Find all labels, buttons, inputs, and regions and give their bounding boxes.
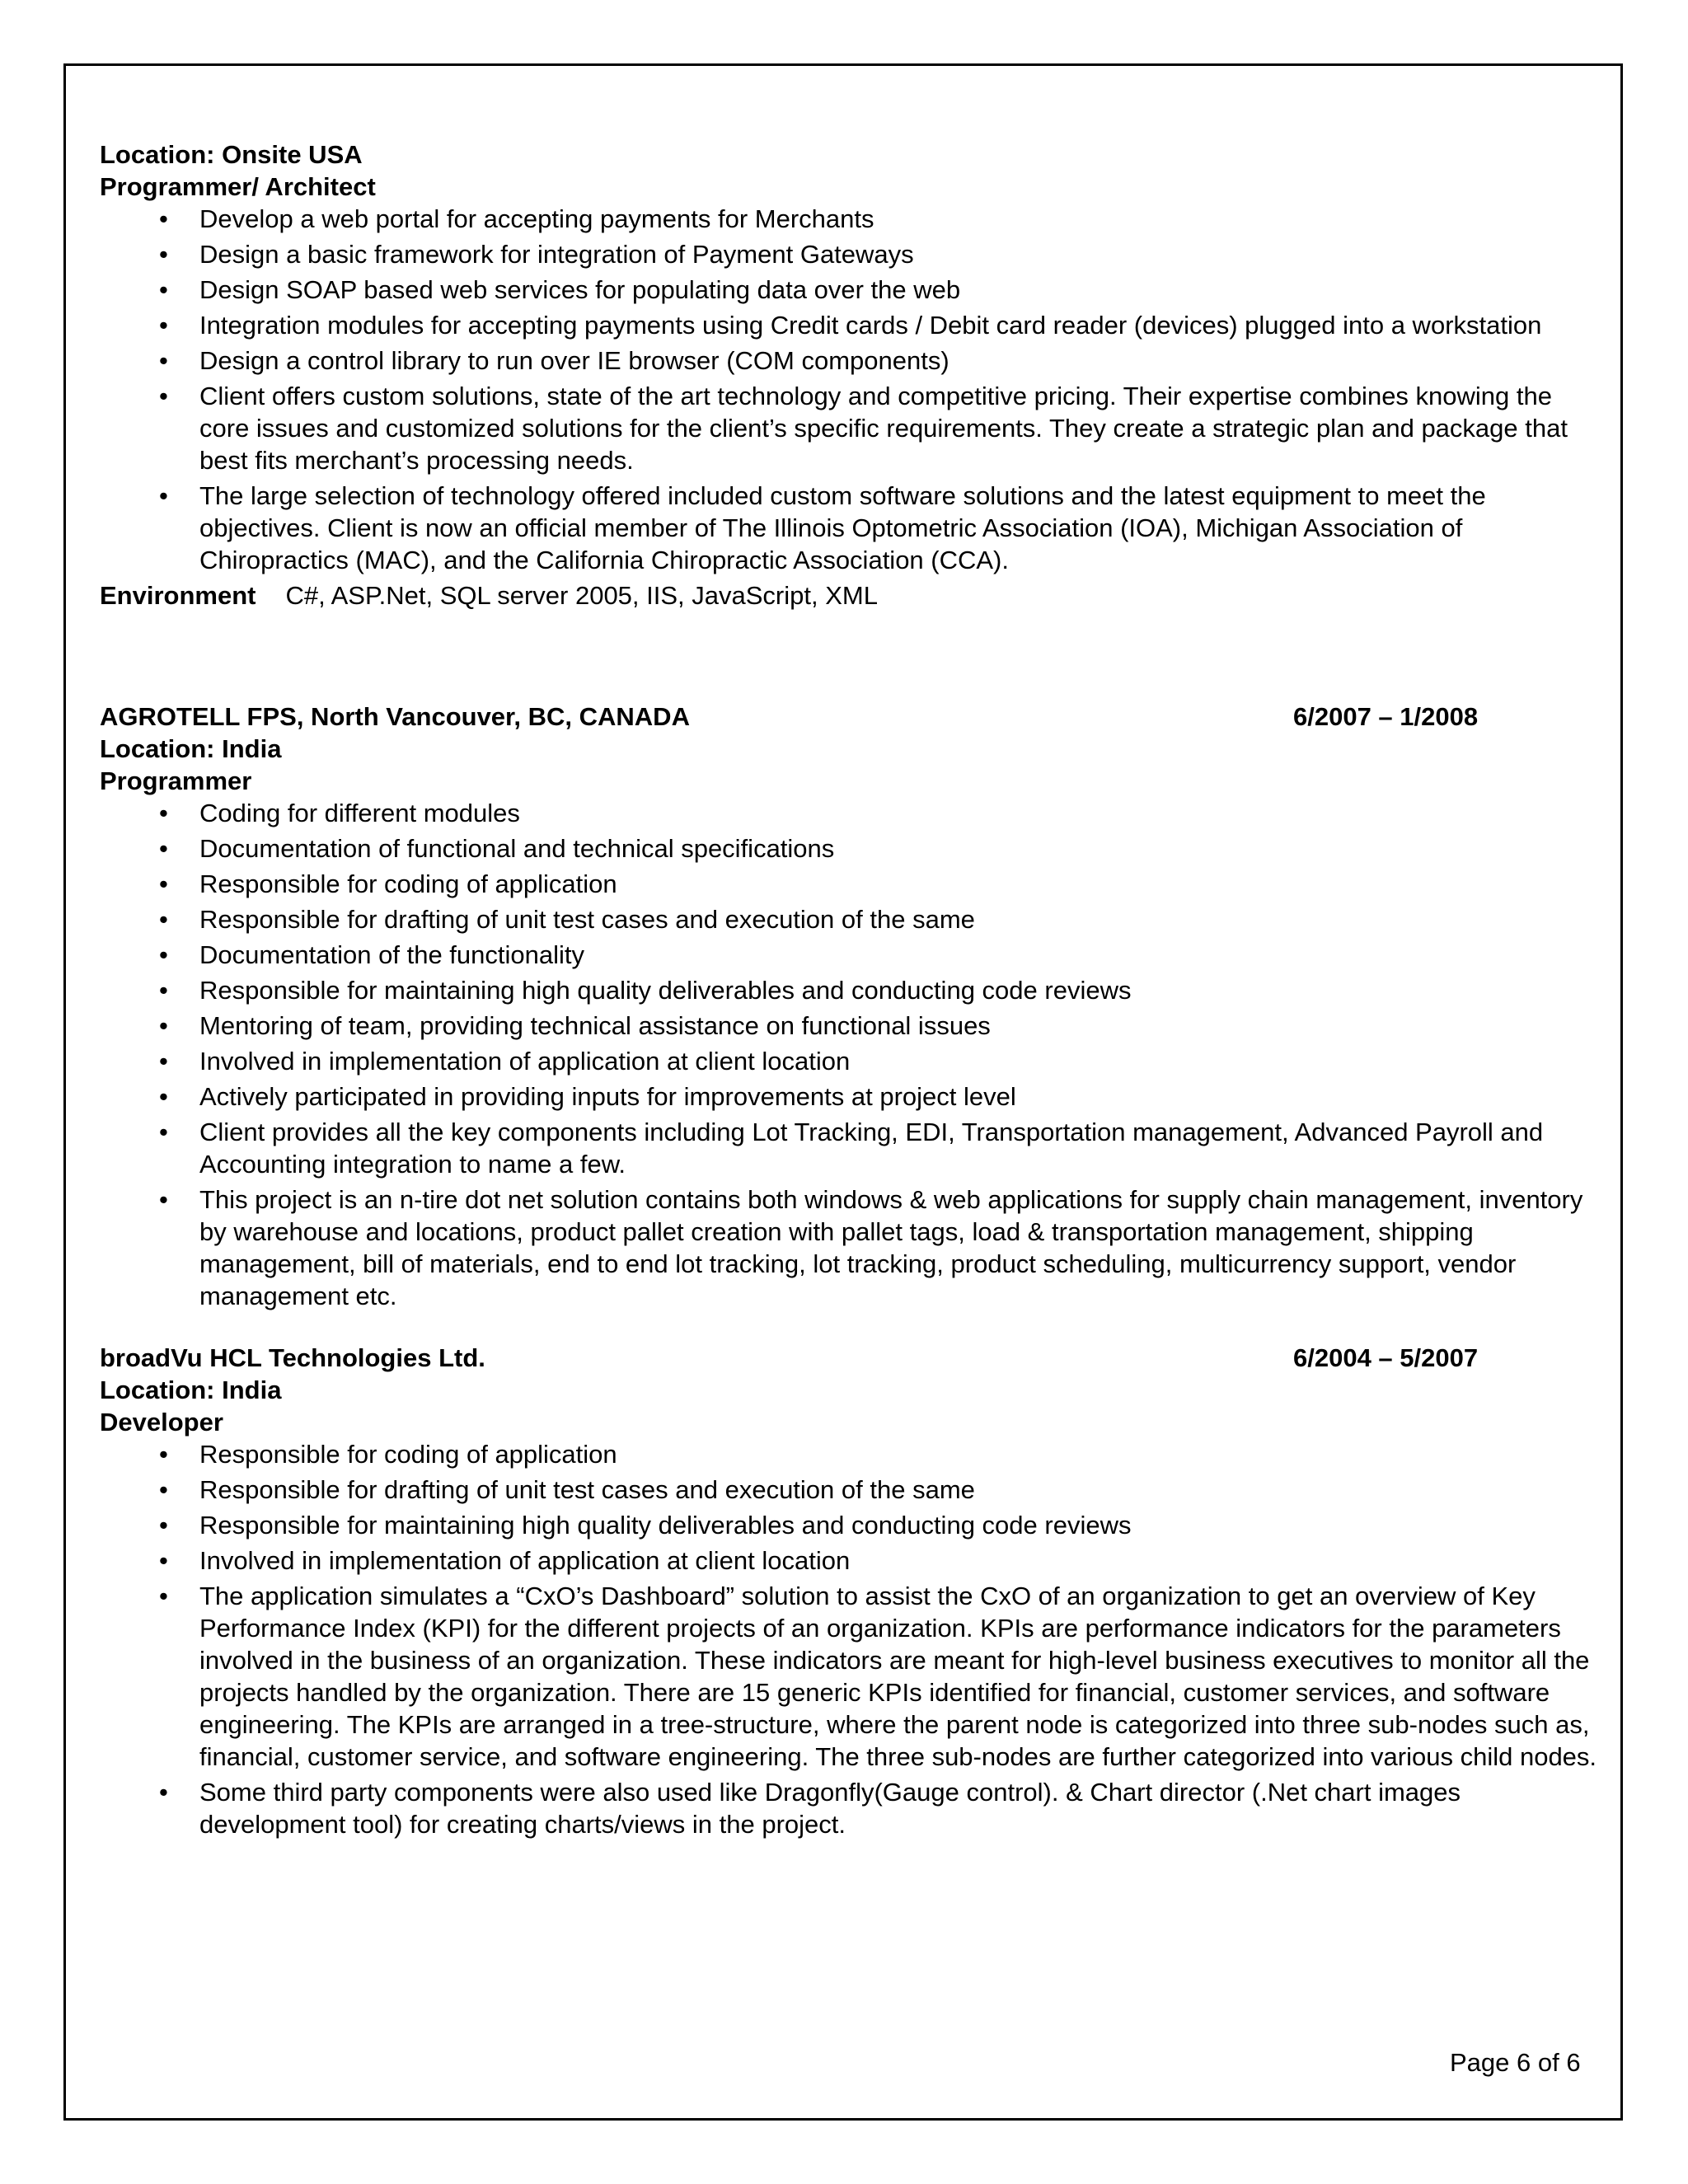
job-role: Developer xyxy=(100,1408,223,1436)
bullet-icon: • xyxy=(159,311,168,340)
resume-page-content xyxy=(100,138,1600,1844)
bullet-icon: • xyxy=(159,240,168,269)
bullet-icon: • xyxy=(159,346,168,375)
bullet-icon: • xyxy=(159,1778,168,1807)
list-item: • Design a control library to run over IE browser (COM components) xyxy=(159,346,950,375)
bullet-icon: • xyxy=(159,382,168,410)
company-name: broadVu HCL Technologies Ltd. xyxy=(100,1343,485,1372)
list-item: • Develop a web portal for accepting payments for Merchants xyxy=(159,204,874,233)
job-location: Location: India xyxy=(100,1376,282,1404)
job-dates: 6/2004 – 5/2007 xyxy=(1293,1343,1479,1372)
list-item: • Mentoring of team, providing technical assistance on functional issues xyxy=(159,1011,991,1040)
bullet-icon: • xyxy=(159,940,168,969)
list-item: • This project is an n-tire dot net solution contains both windows & web applications for supply chain management, inventory by warehouse and locations, product pallet creation with pallet tags, load & transportation management, shipping management, bill of materials, end to end lot tracking, lot tracking, product scheduling, multicurrency support, vendor management etc. xyxy=(159,1185,1583,1310)
section-spacer xyxy=(100,1315,1600,1342)
list-item: • Documentation of functional and technical specifications xyxy=(159,834,835,863)
job-header-row xyxy=(100,1342,1600,1374)
bullet-icon: • xyxy=(159,1546,168,1575)
job-role: Programmer/ Architect xyxy=(100,172,376,201)
job-location: Location: India xyxy=(100,734,282,763)
section-spacer xyxy=(100,612,1600,701)
job-section-broadvu xyxy=(100,1342,1600,1840)
list-item: • Documentation of the functionality xyxy=(159,940,584,969)
job-section-onsite-usa xyxy=(100,138,1600,612)
list-item: • The large selection of technology offered included custom software solutions and the latest equipment to meet the objectives. Client is now an official member of The Illinois Optometric Association (IOA), Michigan Association of Chiropractics (MAC), and the California Chiropractic Association (CCA). xyxy=(159,481,1486,574)
list-item: • Coding for different modules xyxy=(159,799,520,827)
list-item: • Client offers custom solutions, state of the art technology and competitive pricing. Their expertise combines knowing the core issues and customized solutions for the client’s specific requirements. They create a strategic plan and package that best fits merchant’s processing needs. xyxy=(159,382,1568,475)
job-section-agrotell xyxy=(100,701,1600,1312)
list-item: • Responsible for maintaining high quality deliverables and conducting code reviews xyxy=(159,1511,1132,1540)
list-item: • Involved in implementation of application at client location xyxy=(159,1546,851,1575)
bullet-icon: • xyxy=(159,869,168,898)
job-responsibilities-list xyxy=(100,797,1600,1312)
bullet-icon: • xyxy=(159,1082,168,1111)
bullet-icon: • xyxy=(159,905,168,934)
list-item: • Design a basic framework for integration of Payment Gateways xyxy=(159,240,914,269)
list-item: • Client provides all the key components including Lot Tracking, EDI, Transportation management, Advanced Payroll and Accounting integration to name a few. xyxy=(159,1118,1544,1179)
bullet-icon: • xyxy=(159,1511,168,1540)
environment-row xyxy=(100,579,1600,612)
bullet-icon: • xyxy=(159,1440,168,1469)
environment-value: C#, ASP.Net, SQL server 2005, IIS, JavaScript, XML xyxy=(285,581,878,610)
bullet-icon: • xyxy=(159,799,168,827)
list-item: • Design SOAP based web services for populating data over the web xyxy=(159,275,961,304)
bullet-icon: • xyxy=(159,1011,168,1040)
bullet-icon: • xyxy=(159,481,168,510)
bullet-icon: • xyxy=(159,1582,168,1610)
bullet-icon: • xyxy=(159,976,168,1005)
job-dates: 6/2007 – 1/2008 xyxy=(1293,702,1479,731)
job-location: Location: Onsite USA xyxy=(100,140,363,169)
list-item: • Responsible for maintaining high quality deliverables and conducting code reviews xyxy=(159,976,1132,1005)
job-responsibilities-list xyxy=(100,203,1600,576)
bullet-icon: • xyxy=(159,1475,168,1504)
list-item: • The application simulates a “CxO’s Dashboard” solution to assist the CxO of an organization to get an overview of Key Performance Index (KPI) for the different projects of an organization. KPIs are performance indicators for the parameters involved in the business of an organization. These indicators are meant for high-level business executives to monitor all the projects handled by the organization. There are 15 generic KPIs identified for financial, customer services, and software engineering. The KPIs are arranged in a tree-structure, where the parent node is categorized into three sub-nodes such as, financial, customer service, and software engineering. The three sub-nodes are further categorized into various child nodes. xyxy=(159,1582,1597,1771)
environment-label: Environment xyxy=(100,581,256,610)
job-responsibilities-list xyxy=(100,1438,1600,1840)
list-item: • Involved in implementation of application at client location xyxy=(159,1047,851,1076)
page-number: Page 6 of 6 xyxy=(1450,2048,1581,2077)
bullet-icon: • xyxy=(159,1047,168,1076)
list-item: • Responsible for drafting of unit test cases and execution of the same xyxy=(159,905,975,934)
list-item: • Integration modules for accepting payments using Credit cards / Debit card reader (devices) plugged into a workstation xyxy=(159,311,1542,340)
bullet-icon: • xyxy=(159,275,168,304)
list-item: • Responsible for drafting of unit test cases and execution of the same xyxy=(159,1475,975,1504)
list-item: • Actively participated in providing inputs for improvements at project level xyxy=(159,1082,1016,1111)
list-item: • Responsible for coding of application xyxy=(159,1440,617,1469)
list-item: • Some third party components were also used like Dragonfly(Gauge control). & Chart director (.Net chart images development tool) for creating charts/views in the project. xyxy=(159,1778,1461,1839)
list-item: • Responsible for coding of application xyxy=(159,869,617,898)
bullet-icon: • xyxy=(159,204,168,233)
company-name: AGROTELL FPS, North Vancouver, BC, CANADA xyxy=(100,702,690,731)
job-header-row xyxy=(100,701,1600,733)
bullet-icon: • xyxy=(159,1185,168,1214)
bullet-icon: • xyxy=(159,834,168,863)
job-role: Programmer xyxy=(100,766,252,795)
bullet-icon: • xyxy=(159,1118,168,1146)
